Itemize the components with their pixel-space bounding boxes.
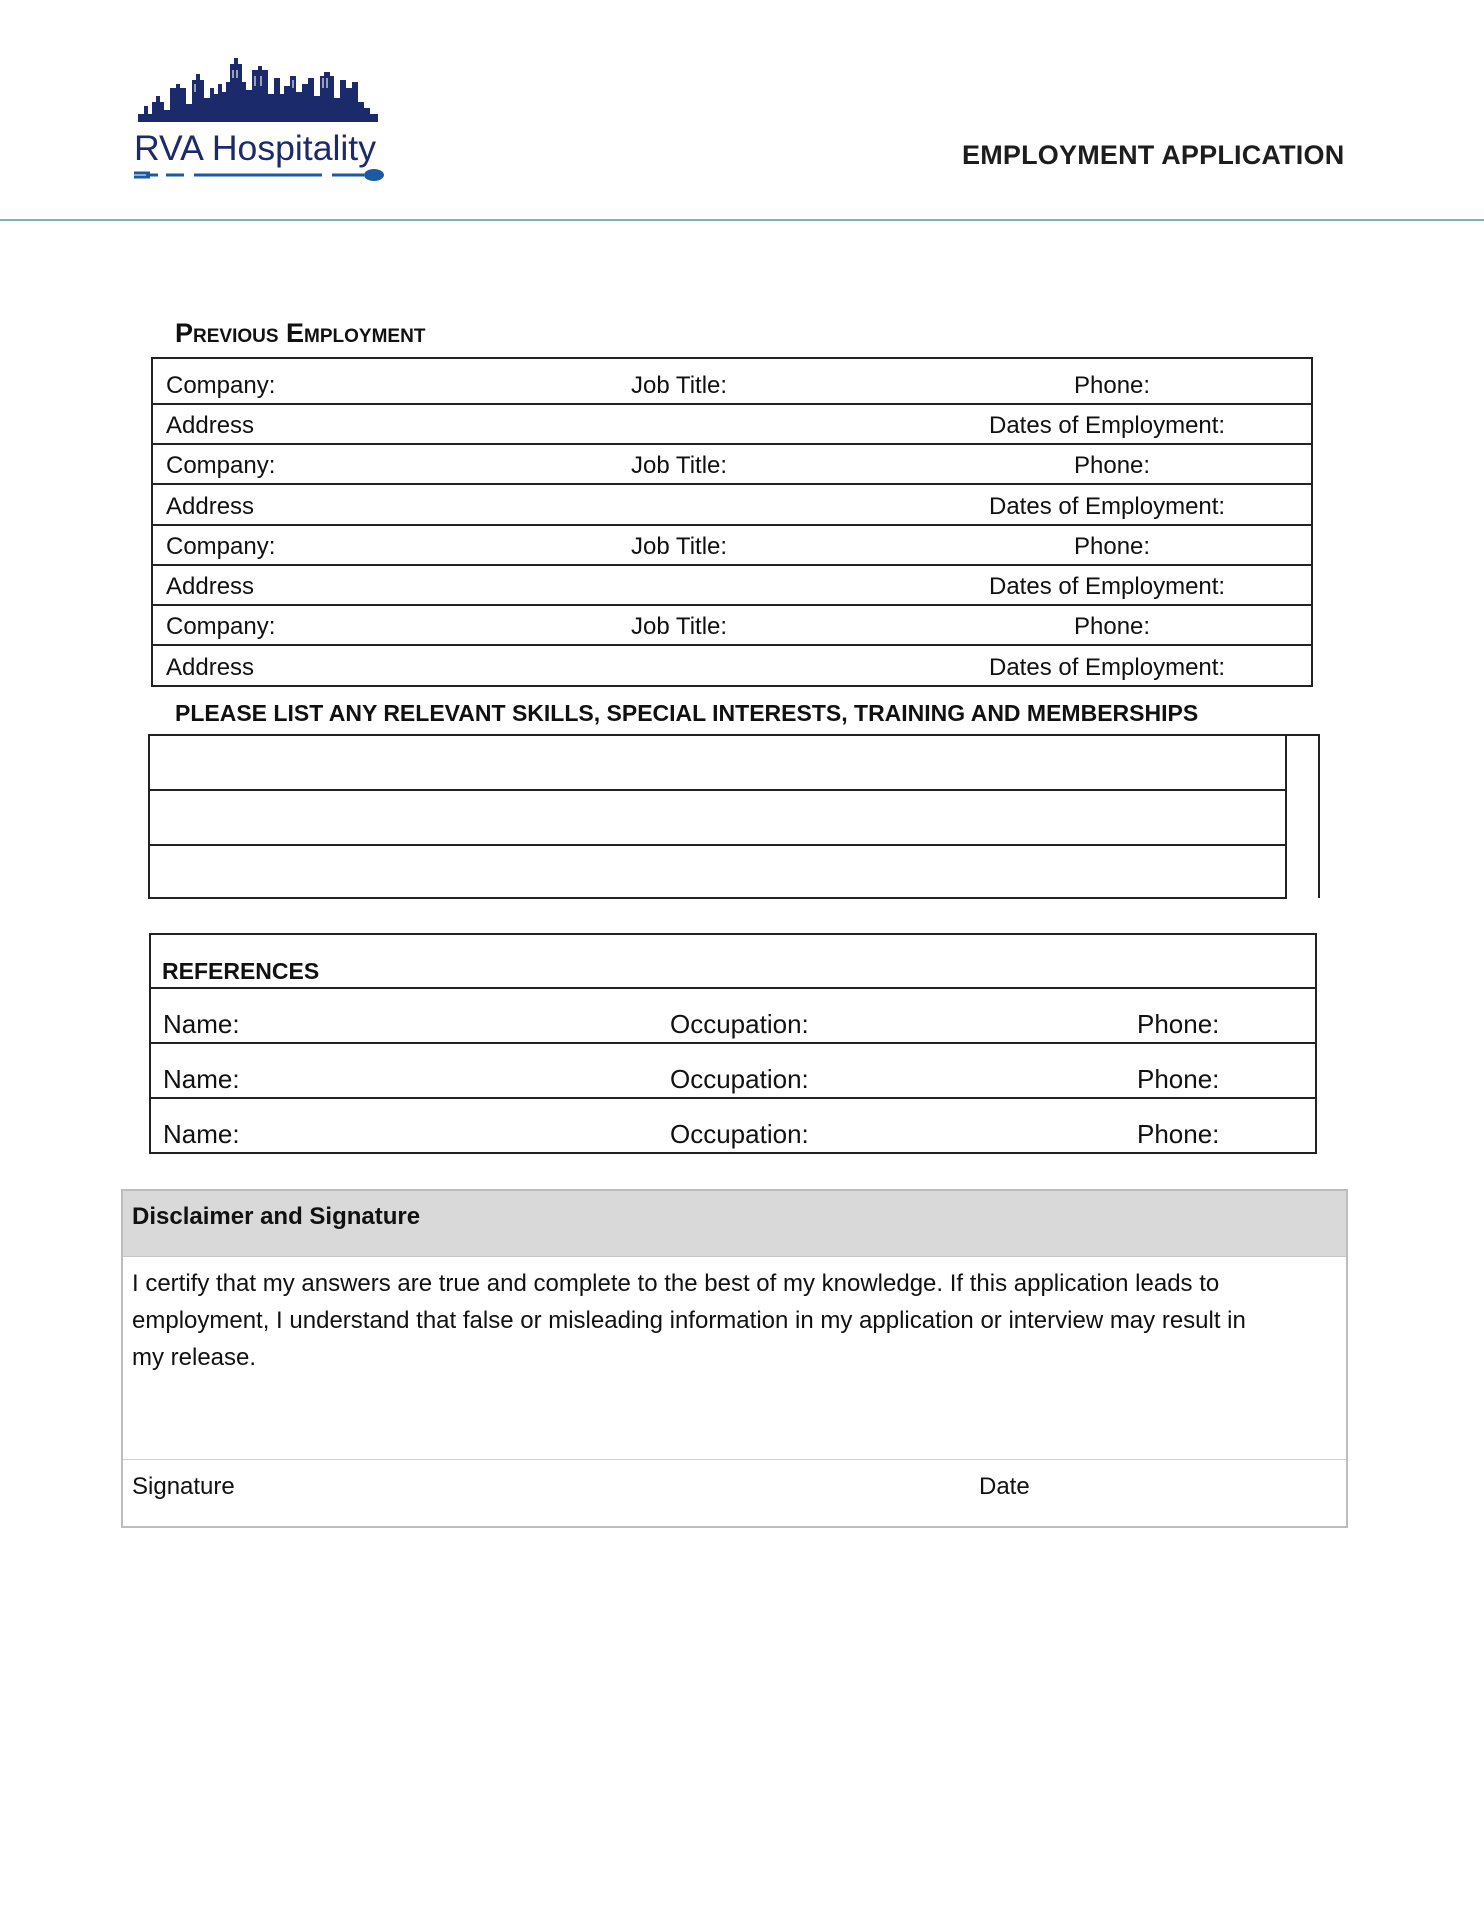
disclaimer-text: I certify that my answers are true and complete to the best of my knowledge. If this application leads to employment, I understand that false or misleading information in my application or interview may result in my release.	[132, 1270, 1246, 1371]
address-label: Address	[166, 493, 255, 520]
phone-label: Phone:	[1074, 613, 1151, 640]
employment-row-address[interactable]	[153, 646, 1311, 685]
skills-box-edge	[1287, 734, 1319, 736]
dates-label: Dates of Employment:	[989, 412, 1226, 439]
reference-occupation-label: Occupation:	[670, 1064, 809, 1094]
address-label: Address	[166, 412, 255, 439]
skills-box-edge	[1318, 734, 1320, 898]
company-label: Company:	[166, 372, 276, 399]
company-label: Company:	[166, 613, 276, 640]
dates-label: Dates of Employment:	[989, 573, 1226, 600]
phone-label: Phone:	[1074, 372, 1151, 399]
employment-row-address[interactable]	[153, 405, 1311, 445]
skills-box	[148, 734, 1287, 899]
references-divider	[151, 1097, 1315, 1099]
job-title-label: Job Title:	[631, 452, 728, 479]
address-label: Address	[166, 573, 255, 600]
disclaimer-title: Disclaimer and Signature	[132, 1203, 421, 1230]
disclaimer-section	[121, 1189, 1348, 1528]
employment-row-company[interactable]	[153, 445, 1311, 485]
logo-text: RVA Hospitality	[134, 129, 377, 168]
reference-occupation-label: Occupation:	[670, 1119, 809, 1149]
skills-entry-line[interactable]	[150, 736, 1285, 791]
document-title: EMPLOYMENT APPLICATION	[962, 140, 1345, 170]
employment-row-address[interactable]	[153, 485, 1311, 526]
previous-employment-table	[151, 357, 1313, 687]
reference-phone-label: Phone:	[1137, 1009, 1220, 1039]
header-divider	[0, 219, 1484, 221]
reference-phone-label: Phone:	[1137, 1119, 1220, 1149]
reference-name-label: Name:	[163, 1064, 240, 1094]
signature-field[interactable]: Signature	[132, 1473, 235, 1500]
company-label: Company:	[166, 452, 276, 479]
previous-employment-heading: Previous Employment	[175, 318, 426, 348]
phone-label: Phone:	[1074, 452, 1151, 479]
references-heading: REFERENCES	[162, 958, 320, 984]
company-logo	[134, 58, 394, 188]
employment-row-company[interactable]	[153, 359, 1311, 405]
skills-entry-line[interactable]	[150, 846, 1285, 897]
reference-occupation-label: Occupation:	[670, 1009, 809, 1039]
job-title-label: Job Title:	[631, 533, 728, 560]
employment-row-company[interactable]	[153, 526, 1311, 566]
job-title-label: Job Title:	[631, 613, 728, 640]
references-divider	[151, 987, 1315, 989]
skills-entry-line[interactable]	[150, 791, 1285, 846]
dates-label: Dates of Employment:	[989, 654, 1226, 681]
reference-name-label: Name:	[163, 1119, 240, 1149]
employment-row-address[interactable]	[153, 566, 1311, 606]
disclaimer-header	[123, 1191, 1346, 1257]
skills-heading: PLEASE LIST ANY RELEVANT SKILLS, SPECIAL INTERESTS, TRAINING AND MEMBERSHIPS	[175, 700, 1199, 726]
dates-label: Dates of Employment:	[989, 493, 1226, 520]
address-label: Address	[166, 654, 255, 681]
references-table	[149, 933, 1317, 1154]
phone-label: Phone:	[1074, 533, 1151, 560]
date-field[interactable]: Date	[979, 1473, 1030, 1500]
reference-name-label: Name:	[163, 1009, 240, 1039]
reference-phone-label: Phone:	[1137, 1064, 1220, 1094]
signature-divider	[123, 1459, 1346, 1460]
job-title-label: Job Title:	[631, 372, 728, 399]
references-divider	[151, 1042, 1315, 1044]
employment-row-company[interactable]	[153, 606, 1311, 646]
company-label: Company:	[166, 533, 276, 560]
